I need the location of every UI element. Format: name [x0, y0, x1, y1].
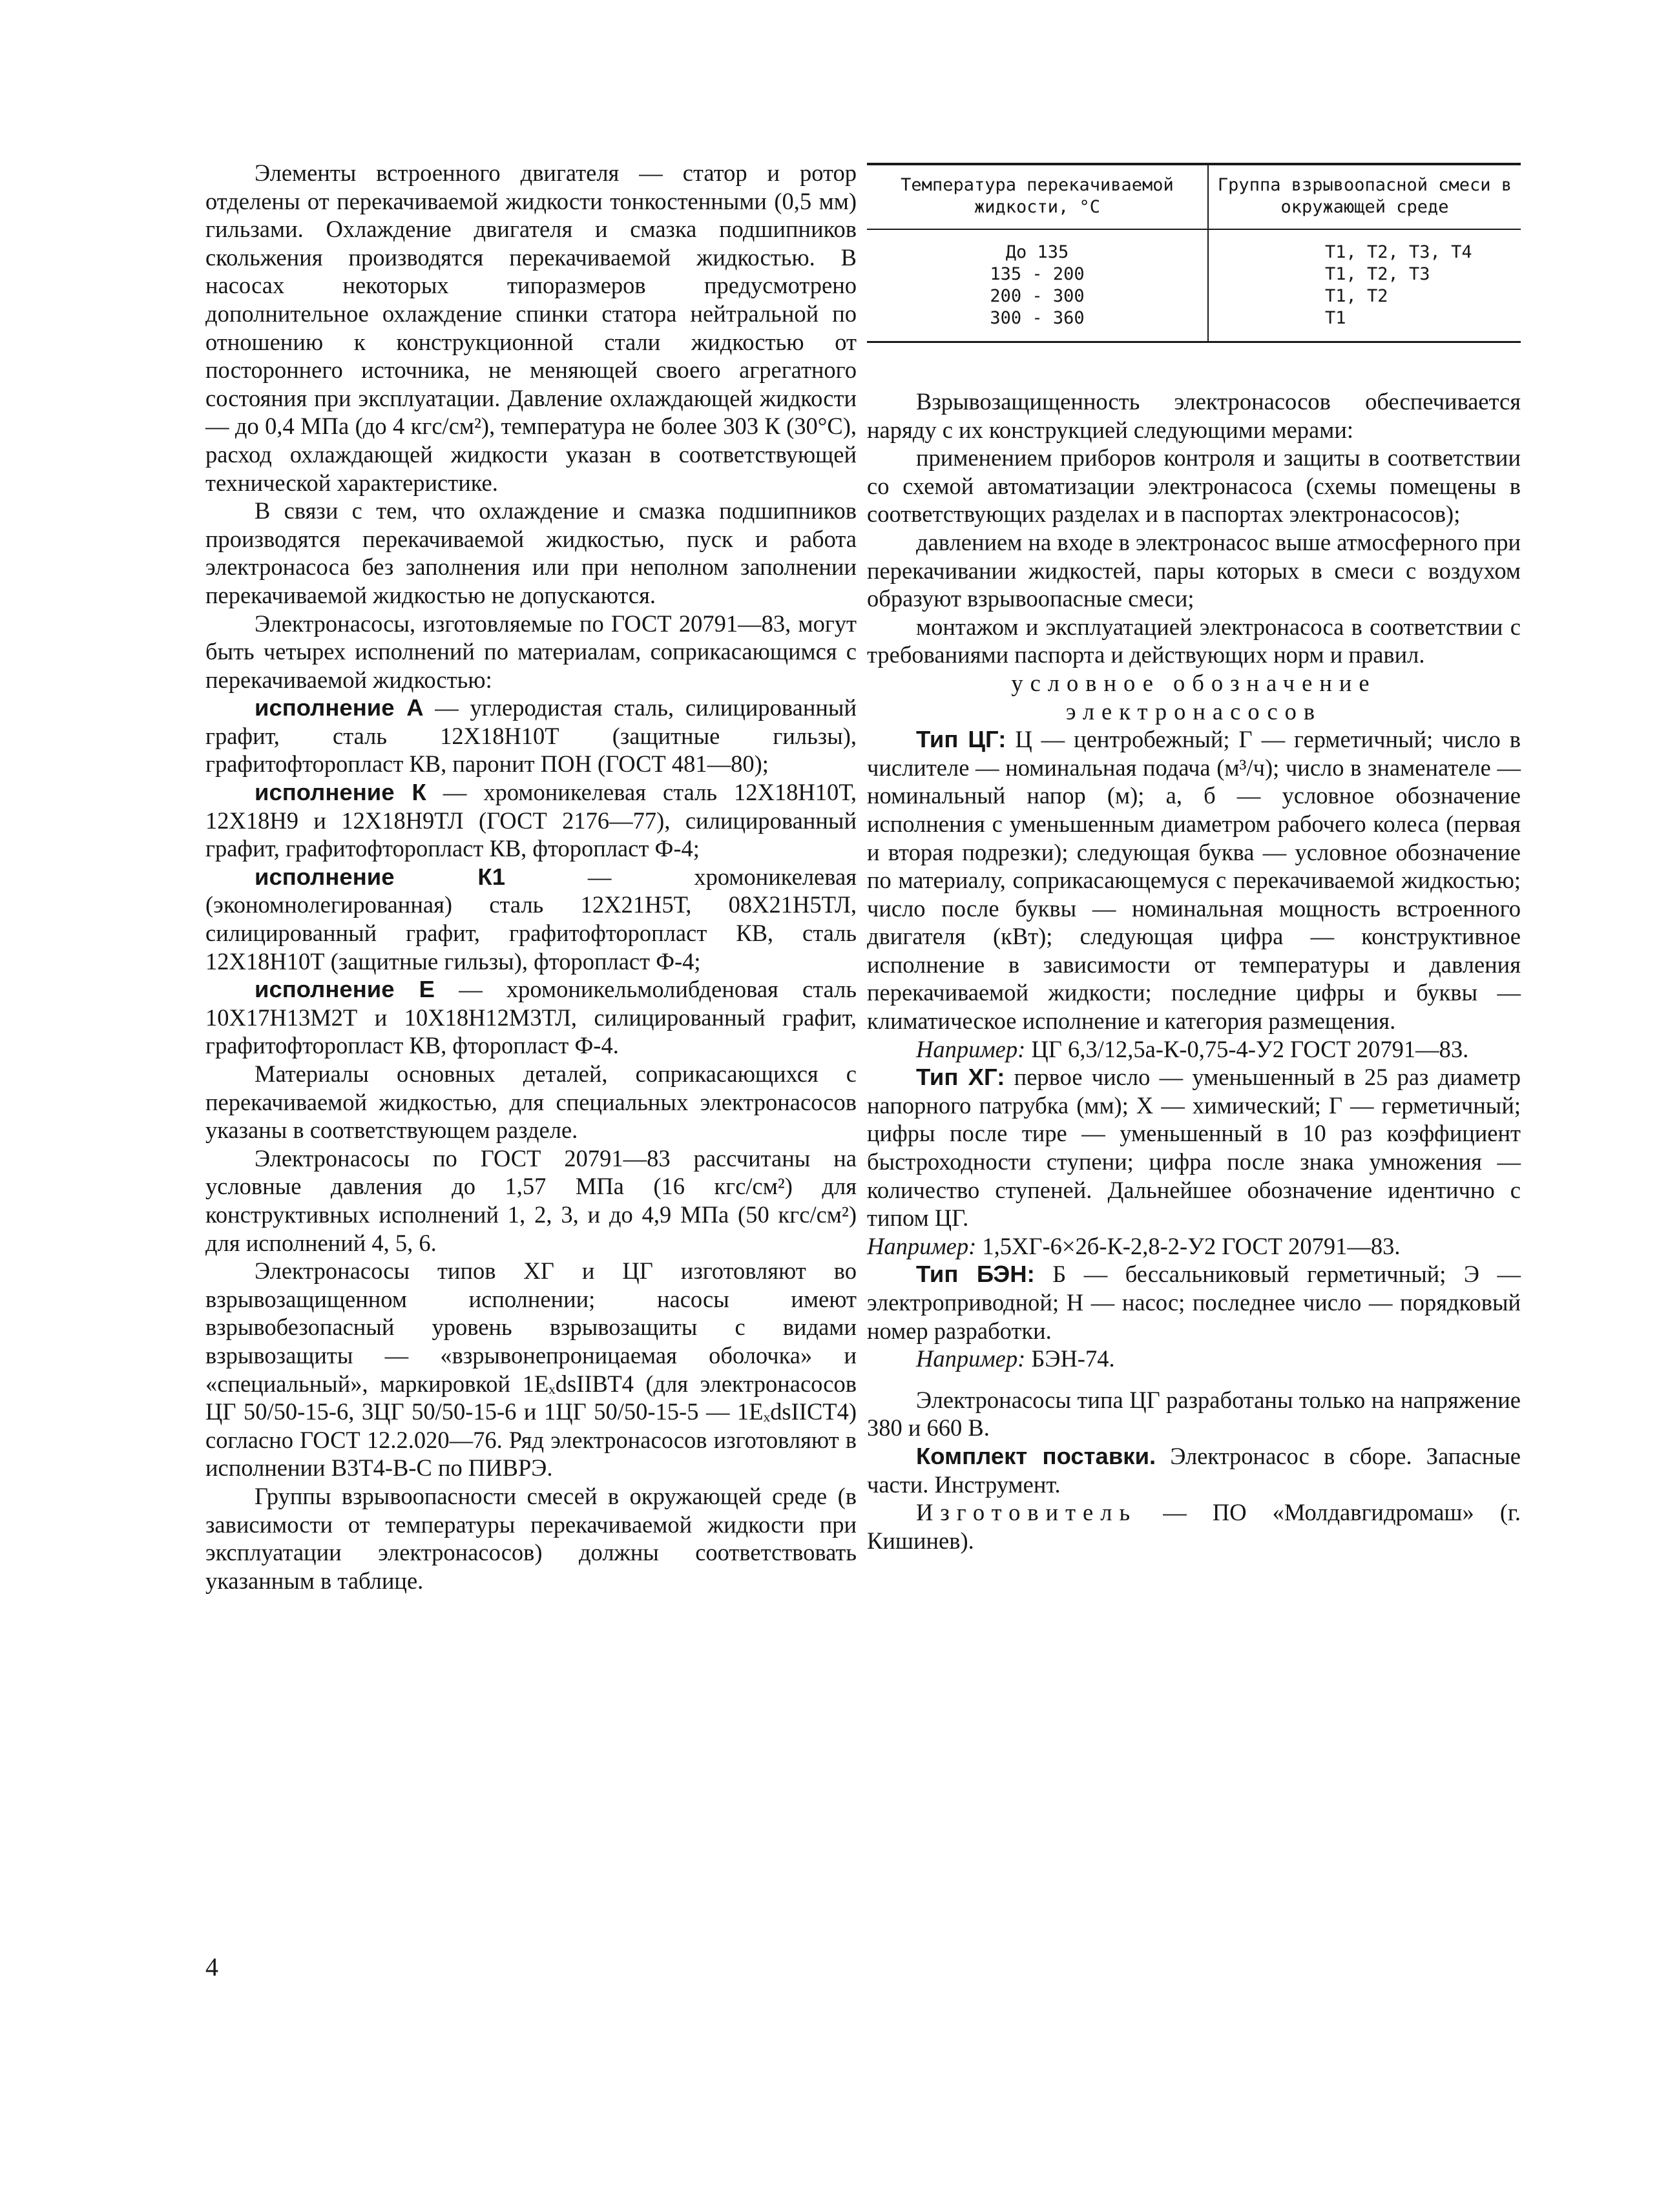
table-cell-group: Т1, Т2 — [1325, 286, 1388, 306]
table-header-group: Группа взрывоопасной смеси в окружающей среде — [1208, 165, 1521, 229]
type-cg-example-text: ЦГ 6,3/12,5а-К-0,75-4-У2 ГОСТ 20791—83. — [1025, 1035, 1469, 1062]
version-a-label: исполнение А — [255, 694, 424, 721]
delivery-kit-text: Электронасос в сборе. Запасные части. Инструмент. — [867, 1442, 1521, 1498]
section-heading-line1: условное обозначение — [1011, 669, 1377, 696]
example-label: Например: — [867, 1232, 977, 1259]
table-cell-temperature: 300 - 360 — [867, 307, 1208, 341]
measure-inlet-pressure: давлением на входе в электронасос выше атмосферного при перекачивании жидкостей, пары которых в смеси с воздухом образуют взрывоопасные смеси; — [867, 528, 1521, 612]
version-e-label: исполнение Е — [255, 976, 435, 1003]
version-k1 — [205, 863, 857, 975]
version-k-label: исполнение К — [255, 779, 426, 806]
table-row — [867, 285, 1521, 307]
type-ben-example — [867, 1345, 1521, 1373]
paragraph-lubrication: В связи с тем, что охлаждение и смазка подшипников производятся перекачиваемой жидкостью, пуск и работа электронасоса без заполнения или при неполном заполнении перекачиваемой жидкостью не допускаются. — [205, 497, 857, 608]
table-cell-group: Т1, Т2, Т3, Т4 — [1325, 242, 1472, 262]
table-row — [867, 307, 1521, 341]
paragraph-explosion-proof: Электронасосы типов ХГ и ЦГ изготовляют во взрывозащищенном исполнении; насосы имеют взрывобезопасный уровень взрывозащиты с видами взрывозащиты — «взрывонепроницаемая оболочка» и «специальный», маркировкой 1ЕₓdsIIВТ4 (для электронасосов ЦГ 50/50-15-6, 3ЦГ 50/50-15-6 и 1ЦГ 50/50-15-5 — 1ЕₓdsIIСТ4) согласно ГОСТ 12.2.020—76. Ряд электронасосов изготовляют в исполнении В3Т4-В-С по ПИВРЭ. — [205, 1257, 857, 1482]
paragraph-motor-elements: Элементы встроенного двигателя — статор и ротор отделены от перекачиваемой жидкости тонкостенными (0,5 мм) гильзами. Охлаждение двигателя и смазка подшипников скольжения производятся перекачиваемой жидкостью. В насосах некоторых типоразмеров предусмотрено дополнительное охлаждение спинки статора нейтральной по отношению к конструкционной стали жидкостью от постороннего источника, не меняющей своего агрегатного состояния при эксплуатации. Давление охлаждающей жидкости — до 0,4 МПа (до 4 кгс/см²), температура не более 303 К (30°С), расход охлаждающей жидкости указан в соответствующей технической характеристике. — [205, 160, 857, 496]
table-cell-temperature: 135 - 200 — [867, 264, 1208, 285]
type-cg-text: Ц — центробежный; Г — герметичный; число в числителе — номинальная подача (м³/ч); число в знаменателе — номинальный напор (м); а, б — условное обозначение исполнения с уменьшенным диаметром рабочего колеса (первая и вторая подрезки); следующая буква — условное обозначение по материалу, соприкасающемуся с перекачиваемой жидкостью; число после буквы — номинальная мощность встроенного двигателя (кВт); следующая цифра — конструктивное исполнение в зависимости от температуры и давления перекачиваемой жидкости; последние цифры и буквы — климатическое исполнение и категория размещения. — [867, 726, 1521, 1035]
table-cell-group: Т1 — [1325, 308, 1346, 328]
version-k1-text: — хромоникелевая (экономнолегированная) сталь 12Х21Н5Т, 08Х21Н5ТЛ, силицированный графит, графитофторопласт КВ, сталь 12Х18Н10Т (защитные гильзы), фторопласт Ф-4; — [205, 863, 857, 975]
table-cell-temperature: 200 - 300 — [867, 285, 1208, 307]
type-xg-example-text: 1,5ХГ-6×2б-К-2,8-2-У2 ГОСТ 20791—83. — [976, 1232, 1401, 1259]
type-ben-example-text: БЭН-74. — [1025, 1345, 1115, 1372]
type-cg-label: Тип ЦГ: — [916, 726, 1006, 753]
delivery-kit-label: Комплект поставки. — [916, 1442, 1156, 1469]
page-number: 4 — [205, 1952, 218, 1981]
measure-monitoring: применением приборов контроля и защиты в соответствии со схемой автоматизации электронасоса (схемы помещены в соответствующих разделах и в паспортах электронасосов); — [867, 444, 1521, 528]
delivery-kit — [867, 1442, 1521, 1498]
manufacturer — [867, 1498, 1521, 1555]
table-row — [867, 229, 1521, 264]
type-cg-description — [867, 725, 1521, 1035]
paragraph-voltage: Электронасосы типа ЦГ разработаны только на напряжение 380 и 660 В. — [867, 1386, 1521, 1442]
type-xg-label: Тип ХГ: — [916, 1064, 1005, 1091]
version-e — [205, 975, 857, 1060]
table-cell-temperature: До 135 — [867, 229, 1208, 264]
manufacturer-label: Изготовитель — [916, 1499, 1138, 1526]
version-k1-label: исполнение К1 — [255, 863, 505, 890]
type-ben-description — [867, 1260, 1521, 1345]
left-column — [205, 159, 857, 1595]
table-bottom-rule — [867, 341, 1521, 343]
type-xg-text: первое число — уменьшенный в 25 раз диаметр напорного патрубка (мм); Х — химический; Г — герметичный; цифры после тире — уменьшенный в 10 раз коэффициент быстроходности ступени; цифра после знака умножения — количество ступеней. Дальнейшее обозначение идентично с типом ЦГ. — [867, 1064, 1521, 1232]
version-k — [205, 778, 857, 863]
version-e-text: — хромоникельмолибденовая сталь 10Х17Н13М2Т и 10Х18Н12М3ТЛ, силицированный графит, графитофторопласт КВ, фторопласт Ф-4. — [205, 976, 857, 1059]
right-column — [867, 388, 1521, 1555]
type-ben-label: Тип БЭН: — [916, 1261, 1035, 1288]
explosion-group-table — [867, 163, 1521, 343]
paragraph-special-materials: Материалы основных деталей, соприкасающихся с перекачиваемой жидкостью, для специальных электронасосов указаны в соответствующем разделе. — [205, 1060, 857, 1144]
table-header-temperature: Температура перекачиваемой жидкости, °С — [867, 165, 1208, 229]
table-row — [867, 264, 1521, 285]
version-k-text: — хромоникелевая сталь 12Х18Н10Т, 12Х18Н9 и 12Х18Н9ТЛ (ГОСТ 2176—77), силицированный графит, графитофторопласт КВ, фторопласт Ф-4; — [205, 779, 857, 862]
example-label: Например: — [916, 1035, 1026, 1062]
measure-installation: монтажом и эксплуатацией электронасоса в соответствии с требованиями паспорта и действующих норм и правил. — [867, 613, 1521, 668]
table-cell-group: Т1, Т2, Т3 — [1325, 264, 1430, 284]
type-ben-text: Б — бессальниковый герметичный; Э — электроприводной; Н — насос; последнее число — порядковый номер разработки. — [867, 1261, 1521, 1344]
section-heading-line2: электронасосов — [1065, 698, 1322, 725]
version-a — [205, 694, 857, 778]
type-xg-example — [867, 1232, 1521, 1261]
paragraph-pressures: Электронасосы по ГОСТ 20791—83 рассчитаны на условные давления до 1,57 МПа (16 кгс/см²) для конструктивных исполнений 1, 2, 3, и до 4,9 МПа (50 кгс/см²) для исполнений 4, 5, 6. — [205, 1144, 857, 1256]
paragraph-explosion-groups: Группы взрывоопасности смесей в окружающей среде (в зависимости от температуры перекачиваемой жидкости при эксплуатации электронасосов) должны соответствовать указанным в таблице. — [205, 1482, 857, 1594]
manufacturer-text: — ПО «Молдавгидромаш» (г. Кишинев). — [867, 1499, 1521, 1554]
paragraph-explosion-measures: Взрывозащищенность электронасосов обеспечивается наряду с их конструкцией следующими мерами: — [867, 388, 1521, 443]
version-a-text: — углеродистая сталь, силицированный графит, сталь 12Х18Н10Т (защитные гильзы), графитофторопласт КВ, паронит ПОН (ГОСТ 481—80); — [205, 694, 857, 778]
type-xg-description — [867, 1063, 1521, 1232]
paragraph-material-versions: Электронасосы, изготовляемые по ГОСТ 20791—83, могут быть четырех исполнений по материалам, соприкасающимся с перекачиваемой жидкостью: — [205, 610, 857, 693]
type-cg-example — [867, 1035, 1521, 1064]
example-label: Например: — [916, 1345, 1026, 1372]
